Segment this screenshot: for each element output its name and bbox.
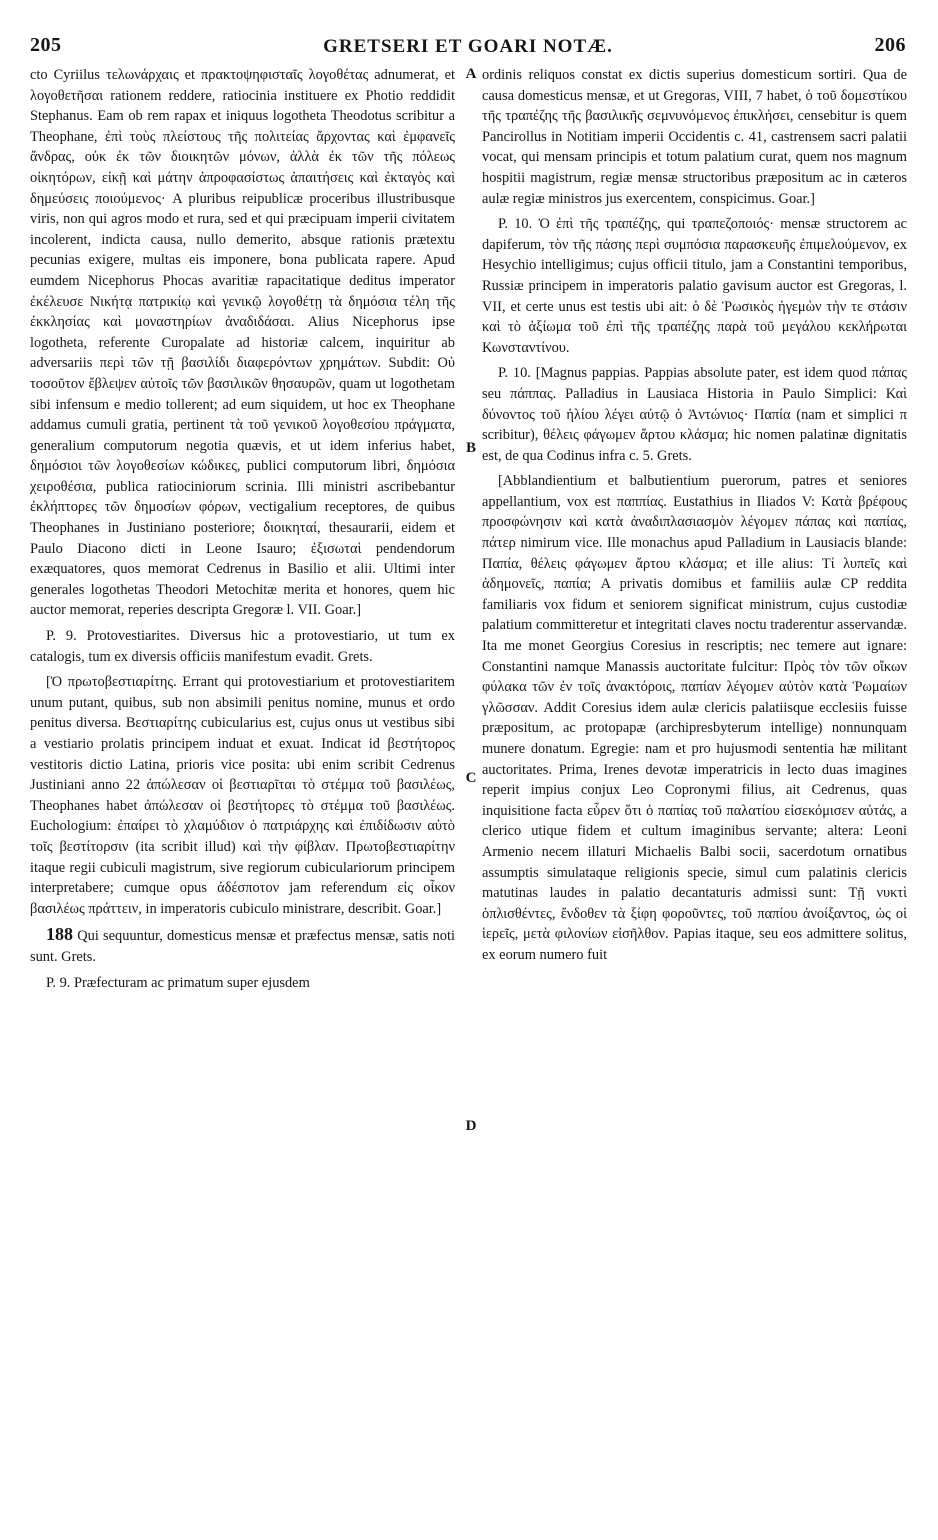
left-paragraph-3: [Ὁ πρωτοβεστιαρίτης. Errant qui protovestiarium et protovestiaritem unum putant, quibus, sub non absimili penitus nomine, munus et ordo penitus diversa. Βεστιαρίτης cubicularius est, cujus onus ut vestibus sibi a vestiario prolatis principem induat et exuat. Indicat id βεστήτορος vestitoris dictio Latina, prioris vice posita: ubi enim scribit Cedrenus Justiniani anno 22 ἀπώλεσαν οἱ βεστιαρῖται τὸ στέμμα τοῦ βασιλέως, Theophanes habet ἀπώλεσαν οἱ βεστήτορες τὸ στέμμα τοῦ βασιλέως. Euchologium: ἐπαίρει τὸ χλαμύδιον ὁ πατριάρχης καὶ ἐπιδίδωσιν αὐτὸ τοῖς βεστίτορσιν (ita scribit illud) καὶ τὴν φίβλαν. Πρωτοβεστιαρίτην itaque regii cubiculi magistrum, sive regiorum cubiculariorum principem interpretabere; cumque opus ἀδέσποτον jam referendum εἰς οἶκον βασιλέως πράττειν, in imperatoris cubiculo ministrare, describit. Goar.] xyxy=(30,674,455,917)
left-paragraph-4 xyxy=(30,924,455,967)
right-column xyxy=(482,65,907,966)
running-head-title: GRETSERI ET GOARI NOTÆ. xyxy=(323,36,613,57)
margin-letter-a: A xyxy=(465,66,477,82)
left-paragraph-4-text: Qui sequuntur, domesticus mensæ et præfectus mensæ, satis noti sunt. Grets. xyxy=(30,928,455,965)
margin-letter-c: C xyxy=(465,770,477,786)
page-number-right: 206 xyxy=(874,34,906,56)
right-paragraph-3: P. 10. [Magnus pappias. Pappias absolute pater, est idem quod πάπας seu πάππας. Palladius in Lausiaca Historia in Paulo Simplici: Καὶ δύνοντος τοῦ ἡλίου λέγει αὐτῷ ὁ Ἀντώνιος· Παπία (nam et simplici π scribitur), θέλεις φάγωμεν ἄρτου κλάσμα; hic nomen palatinæ dignitatis est, de qua Codinus infra c. 5. Grets. xyxy=(482,365,907,464)
section-number-188: 188 xyxy=(46,924,73,945)
left-paragraph-2: P. 9. Protovestiarites. Diversus hic a protovestiario, ut tum ex catalogis, tum ex diversis officiis manifestum evadit. Grets. xyxy=(30,628,455,665)
margin-letter-b: B xyxy=(465,440,476,456)
right-paragraph-2: P. 10. Ὁ ἐπὶ τῆς τραπέζης, qui τραπεζοποιός· mensæ structorem ac dapiferum, τὸν τῆς πάσης περὶ συμπόσια παρασκευῆς ἐπιμελούμενον, ex Hesychio intelligimus; cujus officii titulo, jam a Constantini temporibus, Russiæ principem in imperatoris palatio gavisum auctor est Gregoras, l. VII, et certe unus est testis ubi ait: ὁ δὲ Ῥωσικὸς ἡγεμὼν τὴν τε στάσιν καὶ τὸ ἀξίωμα τοῦ ἐπὶ τῆς τραπέζης παρὰ τοῦ μεγάλου κεκλήρωται Κωνσταντίνου. xyxy=(482,216,907,356)
left-paragraph-1: cto Cyriilus τελωνάρχαις et πρακτοψηφισταῖς λογοθέτας adnumerat, et λογοθετῆσαι rationem reddere, ratiocinia instituere ex Photio reddidit Stephanus. Eam ob rem rapax et iniquus logotheta Theodotus scribitur a Theophane, ἐπὶ τοὺς πλείστους τῆς πολιτείας ἄρχοντας καὶ ἐμφανεῖς ἄνδρας, οὐκ ἐκ τῶν διοικητῶν μόνων, ἀλλὰ ἐκ τῶν τῆς πόλεως οἰκητόρων, εἰκῇ καὶ μάτην ἀπροφασίστως ἀπαιτήσεις καὶ ἐκταγὸς καὶ δημεύσεις ποιούμενος· A pluribus reipublicæ proceribus illustribusque viris, non qui agros modo et rura, sed et qui præcipuam imperii civitatem incolerent, indicta causa, nullo demerito, absque rationis prætextu pecunias exigere, multas eis imponere, bona publicata rapere. Apud eumdem Nicephorus Phocas avaritiæ rapacitatique deditus imperator ἐκέλευσε Νικήτᾳ πατρικίῳ καὶ γενικῷ λογοθέτῃ τὰ δημόσια τέλη τῆς ἐκκλησίας καὶ μοναστηρίων ἀναδιδάσαι. Alius Nicephorus ipse logotheta, referente Curopalate ad historiæ calcem, inquiritur ab adversariis περὶ τῶν τῇ βασιλίδι διαφερόντων χρημάτων. Subdit: Οὐ τοσοῦτον ἔβλεψεν αὐτοῖς τῶν βασιλικῶν θησαυρῶν, quam ut logothetam sibi infensum e medio tollerent; ad eum siquidem, ut hoc ex Theophane addamus cumuli gratia, pertinent τὰ τοῦ γενικοῦ λογοθεσίου πράγματα, generalium computorum negotia quævis, et ut idem inferius habet, δημόσιοι τῶν λογοθεσίων κώδικες, publici computorum libri, δημόσια χειροθέσια, publica ratiociniorum scrinia. Illi ministri ascribebantur ἐκλήπτορες τῶν δημοσίων φόρων, vectigalium receptores, de quibus Theophanes in Justiniano posteriore; διοικηταί, thesaurarii, eidem et Paulo Diacono dicti in Leone Isauro; ἐξισωταὶ pendendorum exæquatores, quos memorat Cedrenus in Basilio et alii. Ultimi inter generales logothetas Theodori Metochitæ merita et honores, quem hic auctor memorat, reperies descripta Gregoræ l. VII. Goar.] xyxy=(30,67,455,619)
right-paragraph-1: ordinis reliquos constat ex dictis superius domesticum sortiri. Qua de causa domesticus mensæ, et ut Gregoras, VIII, 7 habet, ὁ τοῦ δομεστίκου τῆς τραπέζης τῆς βασιλικῆς σεμνυνόμενος ἐπικλήσει, censebitur is quem Pancirollus in Notitiam imperii Occidentis c. 41, castrensem sacri palatii vocat, qui mensam principis et totum palatium curat, quem nos magnum hospitii magistrum, regiæ mensæ structoribus præpositum ac in cæteros aulæ regiæ ministros jus exercentem, conspicimus. Goar.] xyxy=(482,67,907,207)
left-paragraph-5: P. 9. Præfecturam ac primatum super ejusdem xyxy=(46,974,310,991)
right-paragraph-4: [Abblandientium et balbutientium puerorum, patres et seniores appellantium, vox est παππίας. Eustathius in Iliados V: Κατὰ βρέφους προσφώνησιν καὶ κατὰ ἀναδιπλασιασμὸν λέγομεν πάπας καὶ παπίας, πάτερ nimirum vice. Ille monachus apud Palladium in Lausiacis blande: Παπία, θέλεις φάγωμεν ἄρτου κλάσμα; et ille alius: Τί λυπεῖς καὶ ἀδημονεῖς, παπία; A privatis domibus et familiis aulæ CP reddita familiaris vox fidum et seniorem significat ministrum, cujus custodiæ palatium committeretur et integritati claves noctu traderentur asservandæ. Ita me monet Georgius Coresius in rescriptis; nec temere aut ignare: Constantini namque Manassis auctoritate fulcitur: Πρὸς τὸν τῶν οἴκων φύλακα τῶν ἐν τοῖς ἀνακτόροις, παπίαν λέγομεν αὐτὸν κατὰ Ῥωμαίων γλῶσσαν. Addit Coresius idem aulæ clericis palatiisque ecclesiis fuisse præpositum, ac protopapæ (archipresbyterum intellige) nonnunquam munere donatum. Egregie: nam et pro hujusmodi sententia hæ militant auctoritates. Prima, Irenes devotæ imperatricis in lecto duas imagines reperit impius conjux Leo Copronymi filius, ait Cedrenus, quas inquisitione facta εὗρεν ὅτι ὁ παπίας τοῦ παλατίου εἰσεκόμισεν αὐτάς, a clerico utique fidem et cultum imaginibus servante; altera: Leoni Armenio necem illaturi Michaelis Balbi socii, sacerdotum ornatibus assumptis simulataque religionis specie, simul cum palatinis clericis matutinas laudes in palatio decantaturis admissi sunt: Τῇ νυκτὶ ὁπλισθέντες, ἔνδοθεν τὰ ξίφη φοροῦντες, τοῦ παπίου ἀνοίξαντος, ὡς οἱ ἱερεῖς, μετὰ φιλονίων εἰσῆλθον. Papias itaque, seu eos admittere solitus, ex eorum numero fuit xyxy=(482,473,907,963)
page-number-left: 205 xyxy=(30,34,62,56)
margin-letter-d: D xyxy=(465,1118,477,1134)
running-header xyxy=(30,34,906,62)
left-column xyxy=(30,65,455,993)
